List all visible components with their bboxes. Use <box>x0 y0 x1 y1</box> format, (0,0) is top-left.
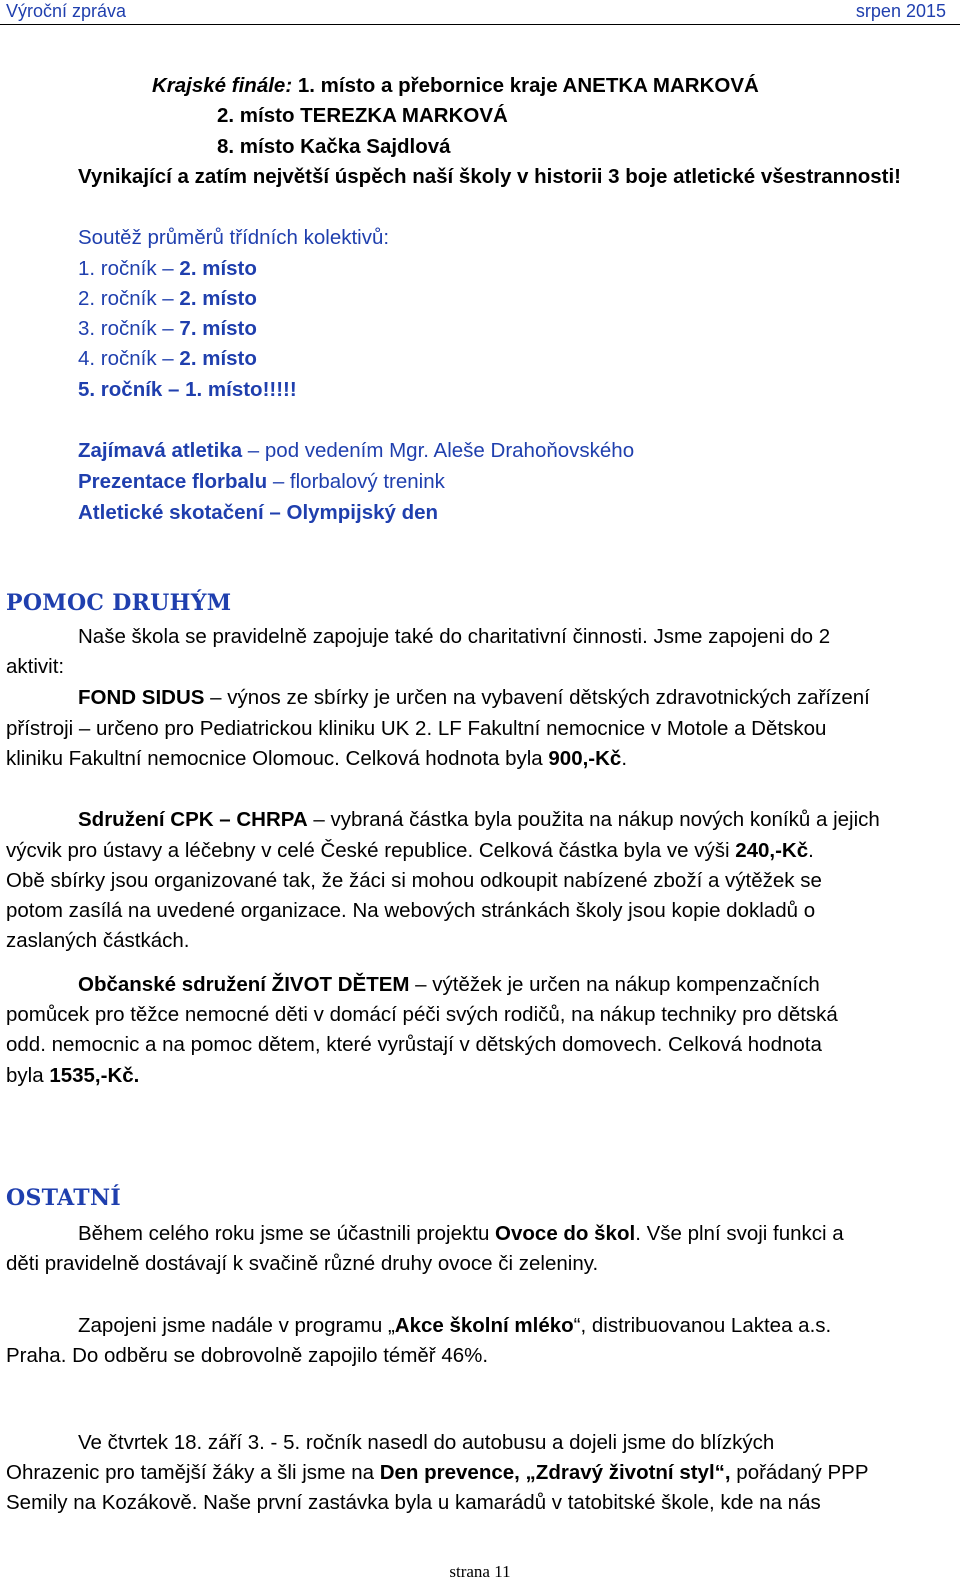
section-heading-ostatni: OSTATNÍ <box>6 1185 121 1211</box>
ctvrtek-line-3: Semily na Kozákově. Naše první zastávka byla u kamarádů v tatobitské škole, kde na nás <box>6 1491 821 1514</box>
cpk-line-2: výcvik pro ústavy a léčebny v celé České republice. Celková částka byla ve výši 240,-Kč. <box>6 839 814 862</box>
pomoc-intro-2: aktivit: <box>6 655 65 678</box>
finale-line-2: 2. místo TEREZKA MARKOVÁ <box>217 104 508 127</box>
soutez-row-3: 3. ročník – 7. místo <box>78 317 257 340</box>
cpk-line-1: Sdružení CPK – CHRPA – vybraná částka byla použita na nákup nových koníků a jejich <box>78 808 880 831</box>
zivot-line-4: byla 1535,-Kč. <box>6 1064 140 1087</box>
ctvrtek-line-1: Ve čtvrtek 18. září 3. - 5. ročník nasedl do autobusu a dojeli jsme do blízkých <box>78 1431 775 1454</box>
activity-3: Atletické skotačení – Olympijský den <box>78 501 439 524</box>
obe-line-3: zaslaných částkách. <box>6 929 190 952</box>
finale-line-4: Vynikající a zatím největší úspěch naší školy v historii 3 boje atletické všestrannosti! <box>78 165 901 188</box>
obe-line-1: Obě sbírky jsou organizované tak, že žáci si mohou odkoupit nabízené zboží a výtěžek se <box>6 869 822 892</box>
fond-line-3: kliniku Fakultní nemocnice Olomouc. Celková hodnota byla 900,-Kč. <box>6 747 628 770</box>
header-title: Výroční zpráva <box>6 1 127 21</box>
ovoce-line-1: Během celého roku jsme se účastnili projektu Ovoce do škol. Vše plní svoji funkci a <box>78 1222 844 1245</box>
activity-2: Prezentace florbalu – florbalový trenink <box>78 470 445 493</box>
page-number: strana 11 <box>449 1562 511 1581</box>
mleko-line-2: Praha. Do odběru se dobrovolně zapojilo téměř 46%. <box>6 1344 489 1367</box>
finale-line-3: 8. místo Kačka Sajdlová <box>217 135 451 158</box>
section-heading-pomoc: POMOC DRUHÝM <box>6 590 232 616</box>
soutez-row-2: 2. ročník – 2. místo <box>78 287 257 310</box>
fond-line-2: přístroji – určeno pro Pediatrickou kliniku UK 2. LF Fakultní nemocnice v Motole a Dětskou <box>6 717 827 740</box>
page-header <box>0 0 960 25</box>
zivot-line-3: odd. nemocnic a na pomoc dětem, které vyrůstají v dětských domovech. Celková hodnota <box>6 1033 822 1056</box>
fond-line-1: FOND SIDUS – výnos ze sbírky je určen na vybavení dětských zdravotnických zařízení <box>78 686 870 709</box>
obe-line-2: potom zasílá na uvedené organizace. Na webových stránkách školy jsou kopie dokladů o <box>6 899 816 922</box>
zivot-line-2: pomůcek pro těžce nemocné děti v domácí péči svých rodičů, na nákup techniky pro dětská <box>6 1003 838 1026</box>
ovoce-line-2: děti pravidelně dostávají k svačině různé druhy ovoce či zeleniny. <box>6 1252 599 1275</box>
header-date: srpen 2015 <box>855 1 946 21</box>
soutez-row-1: 1. ročník – 2. místo <box>78 257 257 280</box>
ctvrtek-line-2: Ohrazenic pro tamější žáky a šli jsme na Den prevence, „Zdravý životní styl“, pořádaný PPP <box>6 1461 869 1484</box>
pomoc-intro-1: Naše škola se pravidelně zapojuje také do charitativní činnosti. Jsme zapojeni do 2 <box>78 625 831 648</box>
mleko-line-1: Zapojeni jsme nadále v programu „Akce školní mléko“, distribuovanou Laktea a.s. <box>78 1314 832 1337</box>
finale-line-1: Krajské finále: 1. místo a přebornice kraje ANETKA MARKOVÁ <box>152 74 759 97</box>
soutez-row-4: 4. ročník – 2. místo <box>78 347 257 370</box>
soutez-row-5: 5. ročník – 1. místo!!!!! <box>78 378 297 401</box>
soutez-title: Soutěž průměrů třídních kolektivů: <box>78 226 390 249</box>
activity-1: Zajímavá atletika – pod vedením Mgr. Aleše Drahoňovského <box>78 439 635 462</box>
zivot-line-1: Občanské sdružení ŽIVOT DĚTEM – výtěžek je určen na nákup kompenzačních <box>78 973 820 996</box>
